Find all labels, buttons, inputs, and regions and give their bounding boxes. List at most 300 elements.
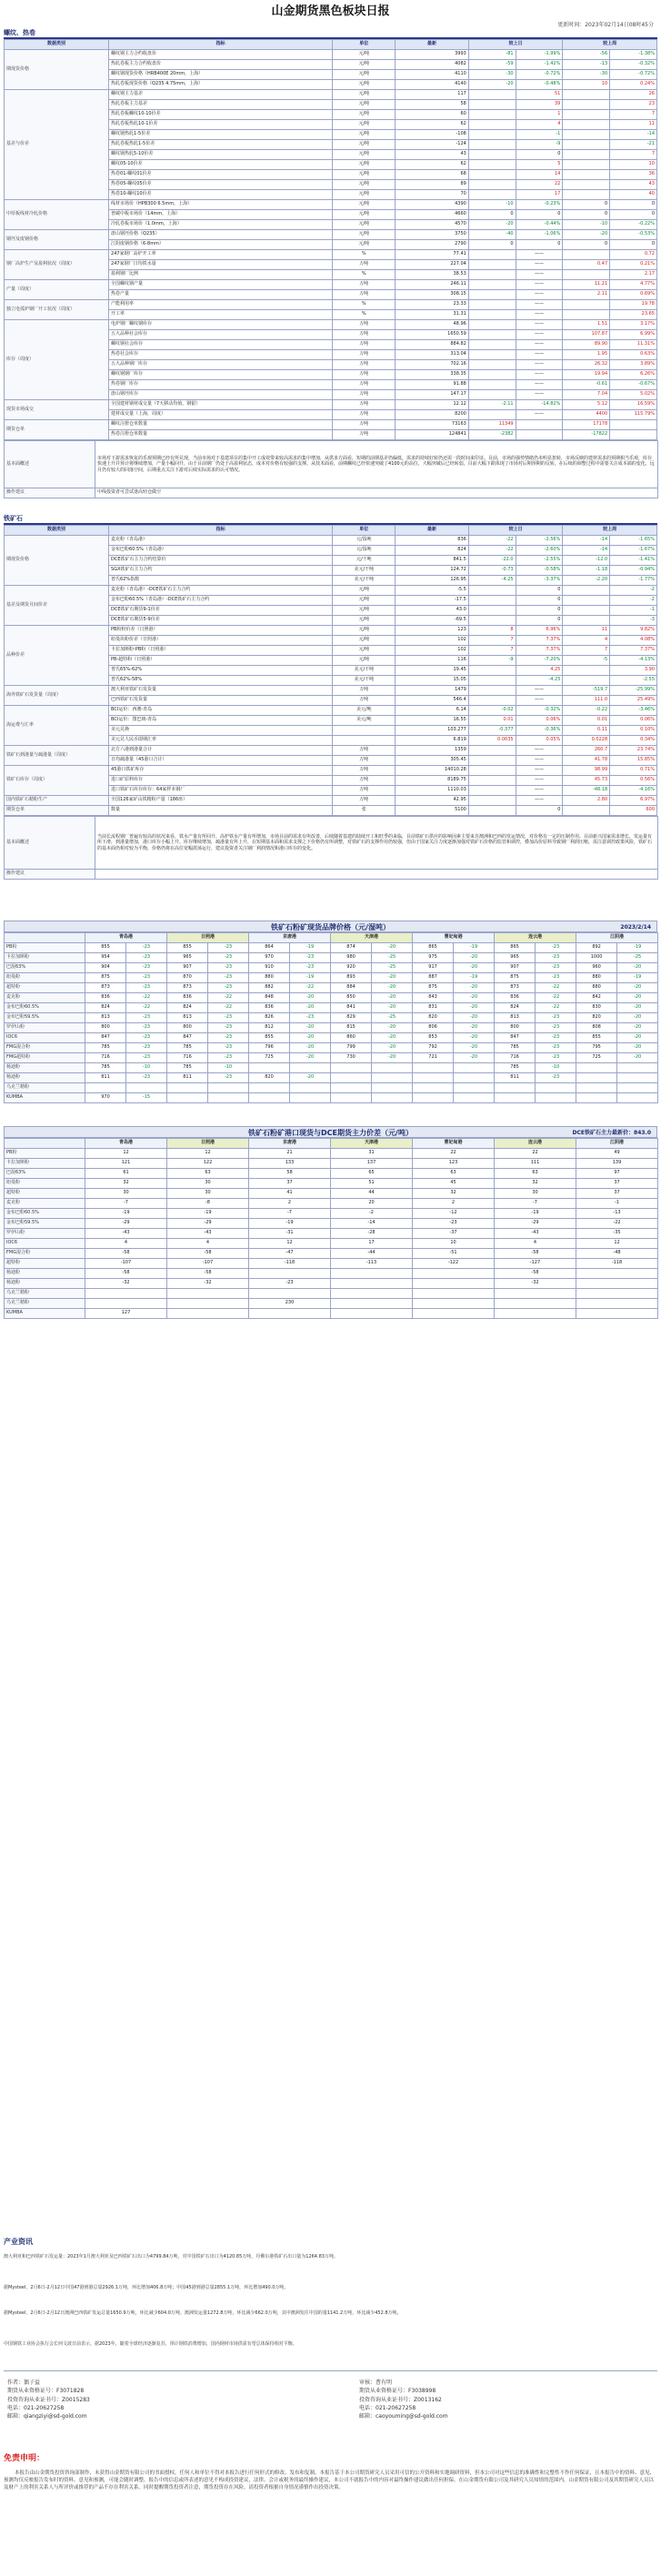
week-change-cell: [563, 676, 610, 686]
week-change-cell: [563, 100, 610, 110]
week-pct-cell: -1.41%: [610, 556, 657, 566]
brand-price-cell: 836: [85, 993, 126, 1003]
header-latest: 最新: [396, 40, 469, 50]
unit-cell: %: [333, 250, 396, 260]
brand-change-cell: [290, 1063, 331, 1073]
brand-price-cell: 716: [85, 1053, 126, 1063]
data-row: [5, 230, 657, 240]
day-pct-cell: ——: [516, 776, 563, 786]
indicator-cell: 45港口铁矿库存: [109, 766, 333, 776]
ore-summary-table: [4, 816, 658, 880]
day-change-cell: [468, 686, 516, 696]
spread-value-cell: 49: [576, 1149, 658, 1159]
latest-cell: 1359: [396, 746, 469, 756]
brand-change-cell: -23: [536, 1043, 576, 1053]
latest-cell: 68: [396, 170, 469, 180]
section-rebar-label: 螺纹、热卷: [4, 29, 35, 36]
spread-name-cell: 麦克粉: [5, 1199, 85, 1209]
brand-change-cell: [208, 1083, 249, 1093]
day-pct-cell: ——: [516, 746, 563, 756]
day-pct-cell: 0: [516, 616, 563, 626]
day-pct-cell: -7.20%: [516, 656, 563, 666]
week-pct-cell: -0.67%: [610, 380, 657, 390]
spread-name-cell: 超特粉: [5, 1259, 85, 1269]
brand-name-cell: 金布巴粉60.5%: [5, 1003, 85, 1013]
unit-cell: 元/吨: [333, 140, 396, 150]
day-pct-cell: ——: [516, 360, 563, 370]
week-change-cell: -13: [563, 60, 610, 70]
day-pct-cell: ——: [516, 686, 563, 696]
category-cell: 海运费与汇率: [5, 706, 109, 746]
week-pct-cell: 0.69%: [610, 290, 657, 300]
day-change-cell: [468, 766, 516, 776]
week-pct-cell: -1: [610, 606, 657, 616]
brand-change-cell: -23: [126, 943, 167, 953]
unit-cell: 元/吨: [333, 100, 396, 110]
brand-change-cell: -10: [126, 1063, 167, 1073]
brand-change-cell: -23: [208, 963, 249, 973]
spread-value-cell: [85, 1299, 167, 1309]
latest-cell: 60: [396, 110, 469, 120]
week-pct-cell: 0: [610, 210, 657, 220]
latest-cell: 117: [396, 90, 469, 100]
spread-value-cell: -2: [331, 1209, 413, 1219]
day-change-cell: -2.11: [468, 400, 516, 410]
spread-row: [5, 1189, 658, 1199]
latest-cell: 546.4: [396, 696, 469, 706]
brand-price-cell: 855: [167, 943, 208, 953]
week-pct-cell: -0.22%: [610, 220, 657, 230]
week-change-cell: 260.7: [563, 746, 610, 756]
indicator-cell: DCE铁矿石期货5-9价差: [109, 616, 333, 626]
day-change-cell: [468, 776, 516, 786]
day-pct-cell: -9: [516, 140, 563, 150]
week-change-cell: 26.32: [563, 360, 610, 370]
spread-value-cell: -19: [85, 1209, 167, 1219]
data-row: [5, 280, 657, 290]
category-cell: 独立电弧炉钢厂开工状况（周度）: [5, 300, 109, 320]
latest-cell: 4082: [396, 60, 469, 70]
brand-row: [5, 1093, 658, 1103]
day-change-cell: [468, 160, 516, 170]
week-pct-cell: 7: [610, 110, 657, 120]
day-change-cell: -20: [468, 220, 516, 230]
spread-value-cell: 4: [167, 1239, 249, 1249]
week-pct-cell: -0.53%: [610, 230, 657, 240]
spread-value-cell: [331, 1269, 413, 1279]
latest-cell: 1479: [396, 686, 469, 696]
latest-cell: 884.82: [396, 340, 469, 350]
spread-value-cell: [331, 1309, 413, 1319]
day-change-cell: [468, 806, 516, 816]
day-pct-cell: -0.48%: [516, 80, 563, 90]
spread-row: [5, 1159, 658, 1169]
week-pct-cell: -0.72%: [610, 70, 657, 80]
spread-row: [5, 1269, 658, 1279]
brand-change-cell: -22: [536, 983, 576, 993]
spread-value-cell: [167, 1309, 249, 1319]
brand-change-cell: -20: [617, 1053, 658, 1063]
brand-price-cell: 785: [85, 1043, 126, 1053]
spread-value-cell: [413, 1299, 495, 1309]
spread-value-cell: 30: [167, 1179, 249, 1189]
brand-change-cell: -20: [454, 1013, 495, 1023]
latest-cell: 124841: [396, 430, 469, 440]
brand-change-cell: -20: [372, 1033, 413, 1043]
spread-value-cell: -58: [85, 1249, 167, 1259]
brand-price-cell: 796: [249, 1043, 290, 1053]
news-title: 产业资讯: [4, 2238, 33, 2246]
brand-price-cell: 954: [85, 953, 126, 963]
indicator-cell: 唐山钢坯库存: [109, 390, 333, 400]
indicator-cell: 开工率: [109, 310, 333, 320]
spread-value-cell: [413, 1269, 495, 1279]
day-change-cell: -4.25: [468, 576, 516, 586]
day-change-cell: [468, 330, 516, 340]
brand-price-cell: 884: [331, 983, 372, 993]
spread-value-cell: [249, 1309, 331, 1319]
week-pct-cell: 0.24%: [610, 80, 657, 90]
brand-price-cell: 829: [331, 1013, 372, 1023]
day-change-cell: [468, 280, 516, 290]
unit-cell: 元/吨: [333, 230, 396, 240]
week-pct-cell: 115.79%: [610, 410, 657, 420]
header-vs-prev-day: 较上日: [468, 40, 563, 50]
spread-value-cell: 22: [495, 1149, 576, 1159]
indicator-cell: 热卷社会库存: [109, 350, 333, 360]
day-change-cell: [468, 596, 516, 606]
brand-change-cell: -20: [454, 963, 495, 973]
week-change-cell: -519.7: [563, 686, 610, 696]
spread-name-cell: 金布巴粉59.5%: [5, 1219, 85, 1229]
day-change-cell: [468, 250, 516, 260]
brand-row: [5, 983, 658, 993]
latest-cell: 5100: [396, 806, 469, 816]
brand-name-cell: 杨迪粉: [5, 1063, 85, 1073]
spread-value-cell: -58: [495, 1249, 576, 1259]
header-category: 数据类别: [5, 40, 109, 50]
spread-value-cell: 65: [331, 1169, 413, 1179]
brand-row: [5, 1083, 658, 1093]
ore-header-vs-prev-day: 较上日: [468, 526, 563, 536]
day-pct-cell: ——: [516, 350, 563, 360]
brand-change-cell: -23: [208, 1043, 249, 1053]
brand-change-cell: [290, 1093, 331, 1103]
spread-value-cell: 123: [413, 1159, 495, 1169]
week-change-cell: [563, 90, 610, 100]
week-change-cell: 4: [563, 636, 610, 646]
brand-price-cell: 875: [85, 973, 126, 983]
indicator-cell: 螺纹钢现货价格（HRB400E 20mm，上海）: [109, 70, 333, 80]
week-pct-cell: 40: [610, 190, 657, 200]
indicator-cell: 247家钢厂高炉开工率: [109, 250, 333, 260]
week-pct-cell: 6.99%: [610, 330, 657, 340]
brand-price-cell: 873: [495, 983, 536, 993]
brand-price-cell: [331, 1083, 372, 1093]
indicator-cell: 澳大利亚铁矿石发货量: [109, 686, 333, 696]
spread-value-cell: 122: [167, 1159, 249, 1169]
header-unit: 单位: [333, 40, 396, 50]
spread-header-port: 天津港: [331, 1139, 413, 1149]
spread-value-cell: -7: [85, 1199, 167, 1209]
week-pct-cell: 3.17%: [610, 320, 657, 330]
spread-name-cell: 纽曼粉: [5, 1179, 85, 1189]
spread-name-cell: FMG混合粉: [5, 1249, 85, 1259]
day-pct-cell: -0.58%: [516, 566, 563, 576]
indicator-cell: 热卷10-螺纹10价差: [109, 190, 333, 200]
spread-value-cell: -8: [167, 1199, 249, 1209]
indicator-cell: 数量: [109, 806, 333, 816]
header-indicator: 指标: [109, 40, 333, 50]
spread-value-cell: 41: [249, 1189, 331, 1199]
day-change-cell: [468, 676, 516, 686]
latest-cell: 23.33: [396, 300, 469, 310]
brand-price-cell: 725: [249, 1053, 290, 1063]
spread-name-cell: 乌克兰精粉: [5, 1289, 85, 1299]
unit-cell: 美元/干吨: [333, 566, 396, 576]
brand-price-cell: 965: [495, 953, 536, 963]
brand-price-cell: [495, 1093, 536, 1103]
category-cell: 期现货价格: [5, 536, 109, 586]
rebar-summary-table: [4, 440, 658, 498]
spread-row: [5, 1229, 658, 1239]
reviewer-name: 审核：曹有明: [359, 2380, 393, 2386]
unit-cell: 元/吨: [333, 200, 396, 210]
brand-change-cell: -25: [372, 1013, 413, 1023]
news-item-2: 据Mysteel，2月6日-2月12日中国47港到港总量2926.1万吨，环比增加406.8万吨；中国45港到港总量2855.1万吨，环比增加490.0万吨。: [4, 2285, 289, 2290]
spread-name-cell: 巴混63%: [5, 1169, 85, 1179]
indicator-cell: 热卷钢厂库存: [109, 380, 333, 390]
unit-cell: 万吨: [333, 776, 396, 786]
brand-price-cell: 917: [413, 963, 454, 973]
week-change-cell: [563, 270, 610, 280]
latest-cell: 31.31: [396, 310, 469, 320]
brand-change-cell: -19: [290, 943, 331, 953]
spread-value-cell: 63: [413, 1169, 495, 1179]
brand-price-cell: 873: [85, 983, 126, 993]
spread-name-cell: 杨迪粉: [5, 1279, 85, 1289]
spread-value-cell: -47: [249, 1249, 331, 1259]
latest-cell: 16.55: [396, 716, 469, 726]
week-change-cell: [563, 180, 610, 190]
unit-cell: 万吨: [333, 756, 396, 766]
brand-price-cell: 875: [413, 983, 454, 993]
reviewer-block: [359, 2379, 448, 2420]
week-pct-cell: 0.72: [610, 250, 657, 260]
spread-header-port: 江阴港: [576, 1139, 658, 1149]
brand-price-cell: 799: [331, 1043, 372, 1053]
week-change-cell: -14: [563, 546, 610, 556]
week-change-cell: 7.04: [563, 390, 610, 400]
spread-value-cell: -58: [167, 1249, 249, 1259]
day-pct-cell: 0.05%: [516, 736, 563, 746]
brand-change-cell: -23: [536, 1033, 576, 1043]
spread-row: [5, 1299, 658, 1309]
week-change-cell: 4400: [563, 410, 610, 420]
data-row: [5, 320, 657, 330]
brand-price-cell: 850: [331, 993, 372, 1003]
latest-cell: 116: [396, 656, 469, 666]
rebar-table: [4, 39, 657, 440]
day-change-cell: [468, 310, 516, 320]
week-change-cell: 11.21: [563, 280, 610, 290]
indicator-cell: 247家钢厂日均铁水量: [109, 260, 333, 270]
latest-cell: -5.5: [396, 586, 469, 596]
unit-cell: 元/吨: [333, 120, 396, 130]
spread-value-cell: -48: [576, 1249, 658, 1259]
week-pct-cell: 6.26%: [610, 370, 657, 380]
brand-change-cell: [617, 1073, 658, 1083]
latest-cell: -124: [396, 140, 469, 150]
spread-value-cell: 30: [167, 1189, 249, 1199]
brand-change-cell: -20: [454, 1053, 495, 1063]
brand-change-cell: -20: [617, 1003, 658, 1013]
brand-change-cell: -23: [536, 943, 576, 953]
spread-value-cell: 44: [331, 1189, 413, 1199]
ore-brand-date: 2023/2/14: [620, 924, 651, 931]
brand-header-port: 天津港: [331, 933, 413, 943]
week-change-cell: -12.0: [563, 556, 610, 566]
spread-value-cell: [576, 1299, 658, 1309]
week-pct-cell: 2.17: [610, 270, 657, 280]
brand-price-cell: 785: [85, 1063, 126, 1073]
unit-cell: 万吨: [333, 290, 396, 300]
latest-cell: 48.96: [396, 320, 469, 330]
indicator-cell: 全国螺纹钢产量: [109, 280, 333, 290]
week-pct-cell: 19.78: [610, 300, 657, 310]
brand-price-cell: 880: [576, 973, 617, 983]
unit-cell: 元/吨: [333, 656, 396, 666]
indicator-cell: 五大品种社会库存: [109, 330, 333, 340]
brand-price-cell: 812: [249, 1023, 290, 1033]
unit-cell: 元/吨: [333, 646, 396, 656]
indicator-cell: 麦克粉（青岛港）-DCE铁矿石主力合约: [109, 586, 333, 596]
data-row: [5, 536, 657, 546]
brand-price-cell: 855: [576, 1033, 617, 1043]
disclaimer-title: 免责申明：: [4, 2454, 45, 2463]
latest-cell: 147.17: [396, 390, 469, 400]
week-pct-cell: -3: [610, 616, 657, 626]
brand-name-cell: 罗伊山粉: [5, 1023, 85, 1033]
ore-advice-label: 操作建议: [5, 870, 95, 880]
brand-header-port: 日照港: [167, 933, 249, 943]
spread-value-cell: [167, 1299, 249, 1309]
week-change-cell: -10: [563, 220, 610, 230]
brand-price-cell: [576, 1083, 617, 1093]
data-row: [5, 586, 657, 596]
ore-summary-label: 基本面概述: [5, 817, 95, 870]
day-change-cell: [468, 606, 516, 616]
unit-cell: 万吨: [333, 320, 396, 330]
ore-header-vs-prev-week: 较上周: [563, 526, 657, 536]
brand-change-cell: -22: [208, 1003, 249, 1013]
day-change-cell: [468, 390, 516, 400]
news-item-3: 据Mysteel，2月6日-2月12日澳洲巴西铁矿发运总量1650.9万吨，环比减少604.0万吨。澳洲发运量1272.8万吨，环比减少662.0万吨，其中澳洲发往中国的量1141.2万吨，环比减少452.8万吨。: [4, 2310, 402, 2316]
latest-cell: 2790: [396, 240, 469, 250]
latest-cell: 58: [396, 100, 469, 110]
day-pct-cell: ——: [516, 310, 563, 320]
day-pct-cell: 51: [516, 90, 563, 100]
brand-change-cell: [208, 1093, 249, 1103]
indicator-cell: 冷轧卷板市场价（1.0mm，上海）: [109, 220, 333, 230]
brand-change-cell: -20: [290, 1043, 331, 1053]
day-pct-cell: ——: [516, 380, 563, 390]
day-change-cell: [468, 170, 516, 180]
category-cell: 钢坯及废钢价格: [5, 230, 109, 250]
brand-price-cell: [413, 1093, 454, 1103]
day-pct-cell: -1.99%: [516, 50, 563, 60]
ore-advice-row: [5, 870, 658, 880]
spread-value-cell: [167, 1289, 249, 1299]
brand-price-cell: 785: [167, 1043, 208, 1053]
day-pct-cell: ——: [516, 390, 563, 400]
unit-cell: 元/吨: [333, 586, 396, 596]
author-email[interactable]: 邮箱：qiangziyi@sd-gold.com: [7, 2413, 87, 2420]
unit-cell: 元/吨: [333, 626, 396, 636]
news-item-4: 中国钢铁工业协会执行会长何文波日前表示，据2023年，随着全球经济逐渐复苏，预计钢铁消费增加，国内钢材市场供需有望总体保持相对平衡。: [4, 2341, 297, 2347]
day-change-cell: [468, 340, 516, 350]
spread-value-cell: 111: [495, 1159, 576, 1169]
brand-change-cell: -10: [536, 1063, 576, 1073]
week-pct-cell: 0.34%: [610, 736, 657, 746]
day-pct-cell: -0.72%: [516, 70, 563, 80]
brand-change-cell: -20: [617, 1033, 658, 1043]
latest-cell: 702.16: [396, 360, 469, 370]
week-pct-cell: 16.59%: [610, 400, 657, 410]
spread-value-cell: -58: [495, 1269, 576, 1279]
unit-cell: 万吨: [333, 390, 396, 400]
latest-cell: 124.72: [396, 566, 469, 576]
day-change-cell: -22.0: [468, 556, 516, 566]
brand-change-cell: -20: [290, 1003, 331, 1013]
reviewer-phone: 电话：021-20627258: [359, 2404, 416, 2411]
spread-row: [5, 1219, 658, 1229]
section-ore-label: 铁矿石: [4, 515, 23, 522]
brand-change-cell: -22: [290, 983, 331, 993]
ore-header-row: [5, 526, 657, 536]
brand-row: [5, 1063, 658, 1073]
data-row: [5, 796, 657, 806]
indicator-cell: 江阴废钢价格（6-8mm）: [109, 240, 333, 250]
unit-cell: 万吨: [333, 340, 396, 350]
indicator-cell: 热卷05-螺纹05价差: [109, 180, 333, 190]
spread-value-cell: 133: [249, 1159, 331, 1169]
week-pct-cell: -0.94%: [610, 566, 657, 576]
unit-cell: 元/吨: [333, 60, 396, 70]
latest-cell: 91.88: [396, 380, 469, 390]
unit-cell: 美元/干吨: [333, 576, 396, 586]
day-change-cell: [468, 150, 516, 160]
day-pct-cell: -1.42%: [516, 60, 563, 70]
spread-value-cell: [495, 1309, 576, 1319]
latest-cell: 103.277: [396, 726, 469, 736]
unit-cell: 万吨: [333, 686, 396, 696]
brand-price-cell: 795: [576, 1043, 617, 1053]
week-change-cell: 7: [563, 646, 610, 656]
week-change-cell: [563, 596, 610, 606]
brand-change-cell: -23: [208, 953, 249, 963]
spread-value-cell: 37: [576, 1179, 658, 1189]
indicator-cell: 普氏62%-58%: [109, 676, 333, 686]
unit-cell: 美元/吨: [333, 716, 396, 726]
rebar-summary-label: 基本面概述: [5, 441, 95, 488]
category-cell: 海外铁矿石发货量（周度）: [5, 686, 109, 706]
day-change-cell: -22: [468, 546, 516, 556]
latest-cell: 1650.59: [396, 330, 469, 340]
week-pct-cell: 0.71%: [610, 766, 657, 776]
reviewer-email[interactable]: 邮箱：caoyouming@sd-gold.com: [359, 2413, 448, 2420]
brand-row: [5, 1053, 658, 1063]
